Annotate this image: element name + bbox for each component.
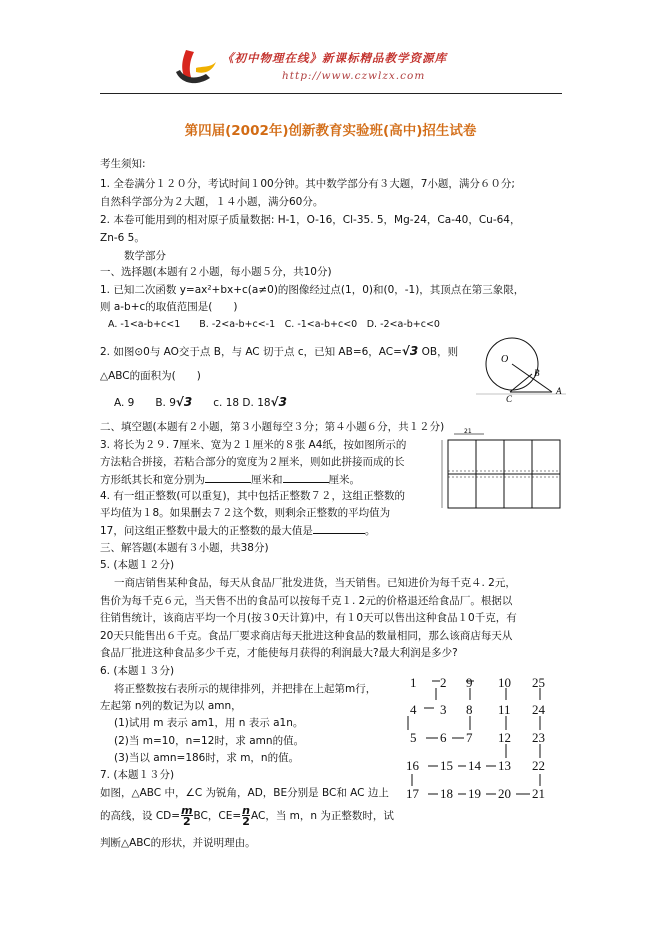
question-3-line-1: 3. 将长为２９. 7厘米、宽为２１厘米的８张 A4纸，按如图所示的 <box>100 439 407 451</box>
circle-tangent-figure <box>476 336 572 404</box>
notice-line-1: 1. 全卷满分１２０分，考试时间１00分钟。其中数学部分有３大题，7小题，满分６０分; <box>100 178 515 190</box>
fraction-n-over-2 <box>242 806 250 826</box>
q7-text-a: 的高线，设 CD= <box>100 810 181 822</box>
question-5-line-2: 售价为每千克６元，当天售不出的食品可以按每千克１. 2元的价格退还给食品厂。根据以 <box>100 595 513 607</box>
table-cell: 11 <box>498 702 511 717</box>
q4-end: 。 <box>364 525 376 537</box>
line-oa <box>512 364 552 392</box>
answer-blank-length[interactable] <box>205 472 251 483</box>
document-title: 第四届(2002年)创新教育实验班(高中)招生试卷 <box>184 123 477 139</box>
table-cell: 18 <box>440 786 453 801</box>
question-5-line-4: 20天只能售出６千克。食品厂要求商店每天批进这种食品的数量相同，那么该商店每天从 <box>100 630 513 642</box>
question-6-heading: 6. (本题１３分) <box>100 665 175 677</box>
table-cell: 16 <box>406 758 419 773</box>
fraction-m-over-2 <box>181 806 192 826</box>
table-cell: 19 <box>468 786 481 801</box>
question-5-heading: 5. (本题１２分) <box>100 559 175 571</box>
table-cell: 23 <box>532 730 545 745</box>
section-1-heading: 一、选择题(本题有２小题，每小题５分，共10分) <box>100 266 332 278</box>
question-2-text-end: OB，则 <box>418 346 459 358</box>
q3-text-c: 厘米。 <box>328 474 360 486</box>
table-cell: 6 <box>440 730 447 745</box>
section-3-heading: 三、解答题(本题有３小题，共38分) <box>100 542 269 554</box>
table-cell: 15 <box>440 758 453 773</box>
table-cell: 12 <box>498 730 511 745</box>
q3-text-b: 厘米和 <box>251 474 283 486</box>
table-cell: 14 <box>468 758 481 773</box>
frac-numerator-m: m <box>181 804 193 817</box>
banner-url: http://www.czwlzx.com <box>282 70 426 82</box>
question-3-line-3 <box>100 472 360 487</box>
paper-grid-figure <box>440 426 566 514</box>
question-7-line-1: 如图，△ABC 中，∠C 为锐角，AD，BE分别是 BC和 AC 边上 <box>100 787 389 799</box>
answer-blank-max[interactable] <box>313 523 365 534</box>
table-cell: 5 <box>410 730 417 745</box>
logo <box>172 48 220 92</box>
question-4-line-3 <box>100 523 375 538</box>
table-cell: 21 <box>532 786 545 801</box>
question-5-line-1: 一商店销售某种食品，每天从食品厂批发进货，当天销售。已知进价为每千克４. 2元， <box>114 577 516 589</box>
question-1-options: A. -1<a-b+c<1 B. -2<a-b+c<-1 C. -1<a-b+c<0 D. -2<a-b+c<0 <box>108 319 440 330</box>
label-a: A <box>556 386 562 396</box>
question-3-line-2: 方法粘合拼接，若粘合部分的宽度为２厘米，则如此拼接而成的长 <box>100 456 405 468</box>
question-2-line-1 <box>100 344 458 359</box>
question-7-heading: 7. (本题１３分) <box>100 769 175 781</box>
math-heading: 数学部分 <box>124 250 166 262</box>
question-6-line-2: 左起第 n列的数记为以 amn， <box>100 700 242 712</box>
label-b: B <box>534 368 540 378</box>
sqrt-3: √3 <box>401 344 419 358</box>
sqrt-3-b: √3 <box>175 395 193 409</box>
option-a-b: A. 9 B. 9 <box>114 397 176 409</box>
section-2-heading: 二、填空题(本题有２小题，第３小题每空３分；第４小题６分，共１２分) <box>100 421 445 433</box>
sqrt-3-d: √3 <box>270 395 287 409</box>
question-4-line-1: 4. 有一组正整数(可以重复)，其中包括正整数７２，这组正整数的 <box>100 490 406 502</box>
question-7-line-2 <box>100 806 394 826</box>
table-cell: 10 <box>498 675 511 690</box>
table-cell: 20 <box>498 786 511 801</box>
question-5-line-5: 食品厂批进这种食品多少千克，才能使每月获得的利润最大?最大利润是多少? <box>100 647 458 659</box>
table-cell: 7 <box>466 730 473 745</box>
question-2-options <box>114 395 287 410</box>
logo-icon <box>172 48 220 92</box>
question-6-part-2: (2)当 m=10，n=12时，求 amn的值。 <box>114 735 305 747</box>
dim-label: 21 <box>464 428 472 435</box>
option-c-d: c. 18 D. 18 <box>192 397 271 409</box>
table-cell: 4 <box>410 702 417 717</box>
table-cell: 22 <box>532 758 545 773</box>
table-cell: 3 <box>440 702 447 717</box>
answer-blank-width[interactable] <box>283 472 329 483</box>
question-6-part-3: (3)当以 amn=186时，求 m，n的值。 <box>114 752 300 764</box>
notice-heading: 考生须知: <box>100 158 146 170</box>
table-cell: 1 <box>410 675 417 690</box>
notice-line-2: 自然科学部分为２大题，１４小题，满分60分。 <box>100 196 324 208</box>
frac-numerator-n: n <box>242 804 250 817</box>
question-7-line-3: 判断△ABC的形状，并说明理由。 <box>100 837 256 849</box>
table-cell: 8 <box>466 702 473 717</box>
q7-text-c: AC，当 m，n 为正整数时，试 <box>251 810 394 822</box>
frac-denominator-2b: 2 <box>242 815 250 828</box>
question-1-line-1: 1. 已知二次函数 y=ax²+bx+c(a≠0)的图像经过点(1，0)和(0，-1)，其顶点在第三象限， <box>100 284 525 296</box>
header-rule <box>100 93 562 94</box>
table-cell: 25 <box>532 675 545 690</box>
frac-denominator-2: 2 <box>182 815 191 828</box>
table-cell: 17 <box>406 786 419 801</box>
table-cell: 9 <box>466 675 473 690</box>
table-cell: 13 <box>498 758 511 773</box>
question-6-line-1: 将正整数按右表所示的规律排列，并把排在上起第m行， <box>114 683 377 695</box>
label-c: C <box>506 394 513 404</box>
question-4-line-2: 平均值为１8。如果删去７２这个数，则剩余正整数的平均值为 <box>100 507 391 519</box>
question-2-text: 2. 如图⊙0与 AO交于点 B，与 AC 切于点 c，已知 AB=6，AC= <box>100 346 402 358</box>
question-2-line-2: △ABC的面积为( ) <box>100 370 201 382</box>
q3-text-a: 方形纸其长和宽分别为 <box>100 474 205 486</box>
banner-title: 《初中物理在线》新课标精品教学资源库 <box>222 51 447 65</box>
question-1-line-2: 则 a-b+c的取值范围是( ) <box>100 301 238 313</box>
notice-line-4: Zn-6 5。 <box>100 232 145 244</box>
line-cb <box>510 374 532 392</box>
notice-line-3: 2. 本卷可能用到的相对原子质量数据: H-1，O-16，Cl-35. 5，Mg-24，Ca-40，Cu-64， <box>100 214 521 226</box>
table-cell: 24 <box>532 702 545 717</box>
label-o: O <box>501 354 509 365</box>
q4-text: 17，问这组正整数中最大的正整数的最大值是 <box>100 525 313 537</box>
table-cell: 2 <box>440 675 447 690</box>
q7-text-b: BC，CE= <box>193 810 242 822</box>
question-5-line-3: 往销售统计，该商店平均一个月(按３0天计算)中，有１0天可以售出这种食品１0千克，有 <box>100 612 517 624</box>
question-6-part-1: (1)试用 m 表示 am1，用 n 表示 a1n。 <box>114 717 304 729</box>
